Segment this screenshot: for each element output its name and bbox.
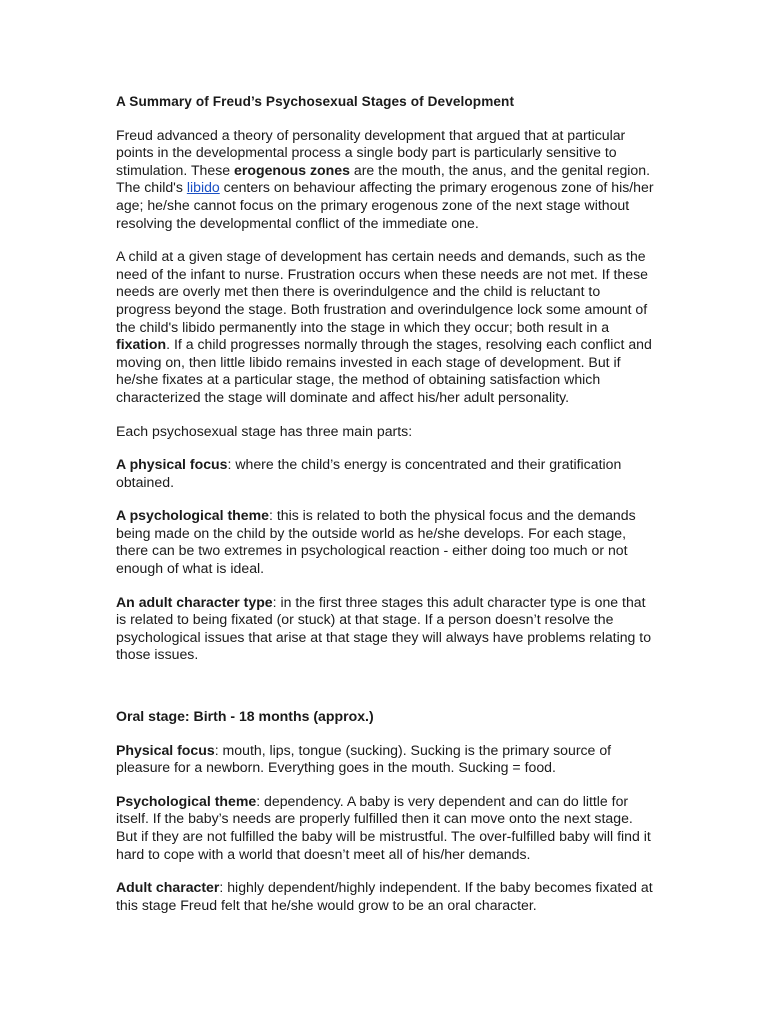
intro-text-3: centers on behaviour affecting the primary erogenous zone of his/her age; he/she cannot focus on the primary erogenous zone of the next stage without resolving the developmental conflict of the immediate one.	[116, 179, 654, 231]
parts-intro-paragraph: Each psychosexual stage has three main parts:	[116, 422, 413, 439]
oral-adult-character	[116, 879, 656, 914]
libido-link[interactable]: libido	[186, 179, 220, 196]
part-label: A physical focus	[116, 456, 228, 473]
oral-item-label: Physical focus	[116, 741, 215, 758]
oral-psychological-theme	[116, 793, 656, 863]
oral-item-label: Adult character	[116, 879, 220, 896]
intro-text-1: Freud advanced a theory of personality development that argued that at particular points in the developmental process a single body part is particularly sensitive to stimulation. These	[116, 126, 626, 178]
part-psychological-theme	[116, 507, 656, 577]
needs-text-1: A child at a given stage of development has certain needs and demands, such as the need of the infant to nurse. Frustration occurs when these needs are not met. If these needs are overly met then there is overindulgence and the child is reluctant to progress beyond the stage. Both frustration and overindulgence lock some amount of the child's libido permanently into the stage in which they occur; both result in a	[116, 248, 648, 335]
intro-paragraph	[116, 127, 656, 233]
part-text: : in the first three stages this adult character type is one that is related to being fixated (or stuck) at that stage. If a person doesn’t resolve the psychological issues that arise at that stage they will always have problems relating to those issues.	[116, 593, 652, 663]
erogenous-zones-term: erogenous zones	[234, 161, 350, 178]
part-label: An adult character type	[116, 593, 273, 610]
part-text: : this is related to both the physical focus and the demands being made on the child by the outside world as he/she develops. For each stage, there can be two extremes in psychological reaction - either doing too much or not enough of what is ideal.	[116, 507, 636, 577]
fixation-term: fixation	[116, 336, 167, 353]
part-adult-character-type	[116, 594, 656, 664]
oral-item-text: : mouth, lips, tongue (sucking). Sucking is the primary source of pleasure for a newborn. Everything goes in the mouth. Sucking = food.	[116, 741, 612, 776]
needs-paragraph	[116, 248, 656, 406]
part-physical-focus	[116, 456, 656, 491]
part-label: A psychological theme	[116, 507, 269, 524]
intro-text-2: are the mouth, the anus, and the genital region. The child's	[116, 161, 651, 196]
oral-stage-heading: Oral stage: Birth - 18 months (approx.)	[116, 708, 374, 725]
document-title: A Summary of Freud’s Psychosexual Stages of Development	[116, 94, 515, 109]
oral-physical-focus	[116, 742, 656, 777]
document-body	[116, 93, 656, 930]
oral-item-text: : highly dependent/highly independent. If the baby becomes fixated at this stage Freud felt that he/she would grow to be an oral character.	[116, 879, 653, 913]
needs-text-2: . If a child progresses normally through the stages, resolving each conflict and moving on, then little libido remains invested in each stage of development. But if he/she fixates at a particular stage, the method of obtaining satisfaction which characterized the stage will dominate and affect his/her adult personality.	[116, 336, 652, 405]
oral-item-text: : dependency. A baby is very dependent and can do little for itself. If the baby’s needs are properly fulfilled then it can move onto the next stage. But if they are not fulfilled the baby will be mistrustful. The over-fulfilled baby will find it hard to cope with a world that doesn’t meet all of his/her demands.	[116, 792, 651, 862]
oral-item-label: Psychological theme	[116, 792, 257, 809]
part-text: : where the child’s energy is concentrated and their gratification obtained.	[116, 456, 622, 490]
